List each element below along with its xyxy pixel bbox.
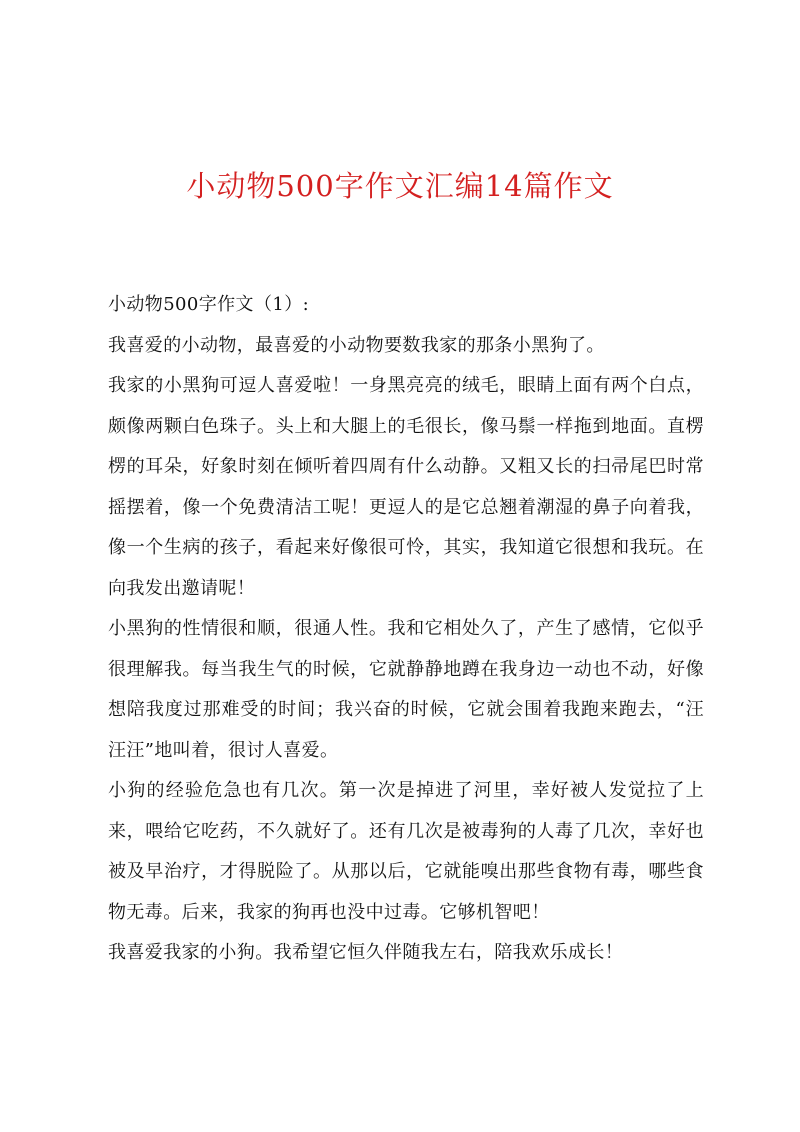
paragraph-5: 我喜爱我家的小狗。我希望它恒久伴随我左右，陪我欢乐成长！ — [108, 942, 624, 963]
paragraph-4: 小狗的经验危急也有几次。第一次是掉进了河里，幸好被人发觉拉了上来，喂给它吃药，不久就好了。还有几次是被毒狗的人毒了几次，幸好也被及早治疗，才得脱险了。从那以后，它就能嗅出那些食物有毒，哪些食物无毒。后来，我家的狗再也没中过毒。它够机智吧！ — [108, 780, 704, 923]
section-heading: 小动物500字作文（1）: — [108, 294, 310, 315]
paragraph-2: 我家的小黑狗可逗人喜爱啦！一身黑亮亮的绒毛，眼睛上面有两个白点，颇像两颗白色珠子。头上和大腿上的毛很长，像马鬃一样拖到地面。直楞楞的耳朵，好象时刻在倾听着四周有什么动静。又粗又长的扫帚尾巴时常摇摆着，像一个免费清洁工呢！更逗人的是它总翘着潮湿的鼻子向着我，像一个生病的孩子，看起来好像很可怜，其实，我知道它很想和我玩。在向我发出邀请呢！ — [108, 375, 704, 599]
document-body — [108, 285, 704, 974]
paragraph-1: 我喜爱的小动物，最喜爱的小动物要数我家的那条小黑狗了。 — [108, 334, 605, 356]
document-title: 小动物500字作文汇编14篇作文 — [186, 169, 614, 203]
paragraph-3: 小黑狗的性情很和顺，很通人性。我和它相处久了，产生了感情，它似乎很理解我。每当我生气的时候，它就静静地蹲在我身边一动也不动，好像想陪我度过那难受的时间；我兴奋的时候，它就会围着我跑来跑去，“汪汪汪”地叫着，很讨人喜爱。 — [108, 618, 704, 761]
